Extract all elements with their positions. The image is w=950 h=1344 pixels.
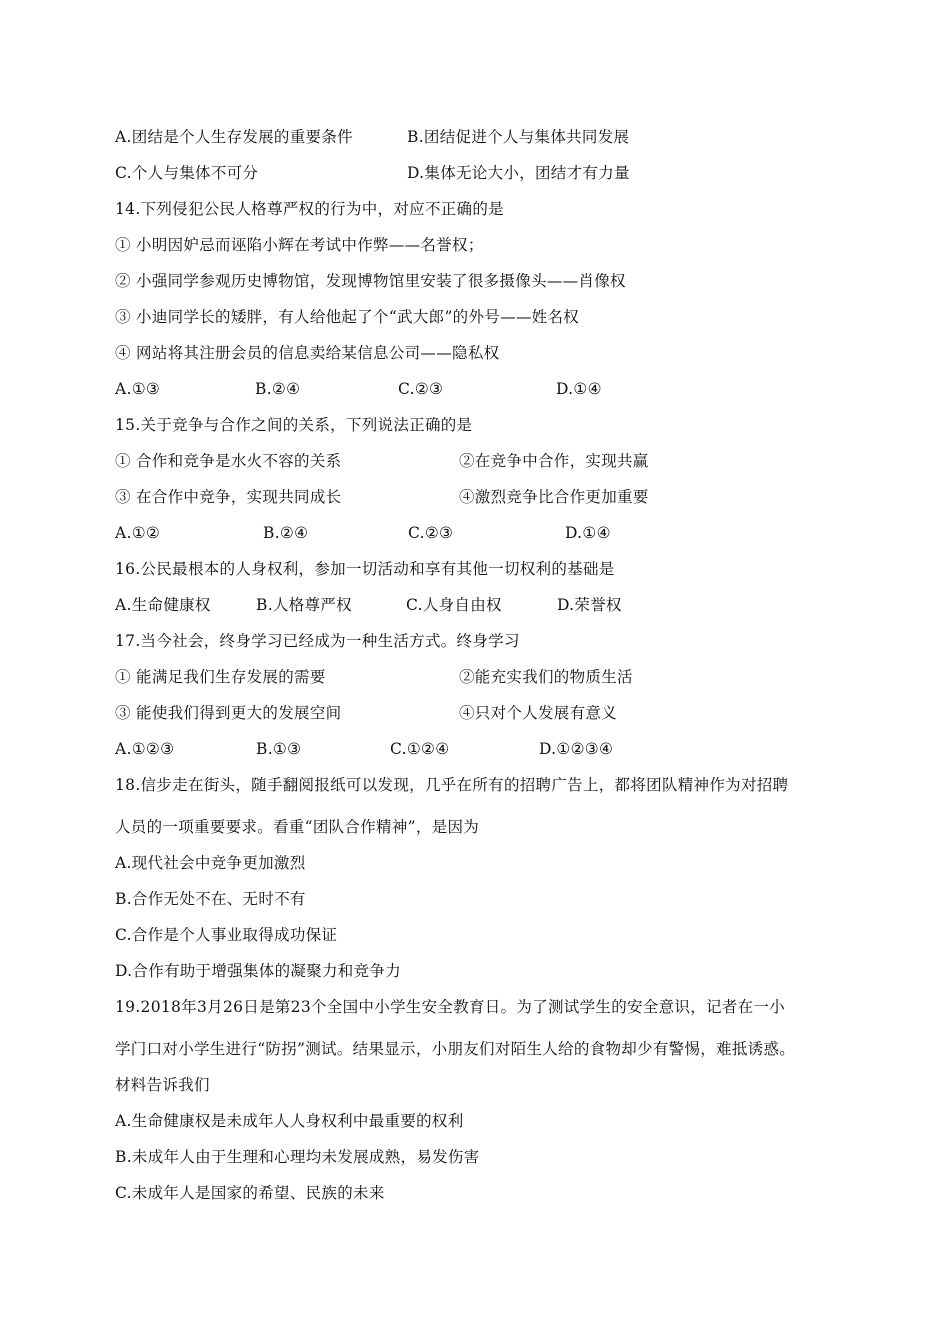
option-item: B.团结促进个人与集体共同发展 xyxy=(407,128,630,146)
text-line: 学门口对小学生进行“防拐”测试。结果显示，小朋友们对陌生人给的食物却少有警惕，难抵诱惑。 xyxy=(115,1040,796,1058)
option-item: B.①③ xyxy=(256,740,302,758)
option-item: D.①④ xyxy=(565,524,611,542)
option-item: C.个人与集体不可分 xyxy=(115,164,259,182)
text-line: 18.信步走在街头，随手翻阅报纸可以发现，几乎在所有的招聘广告上，都将团队精神作为对招聘 xyxy=(115,776,789,794)
option-item: B.②④ xyxy=(255,380,301,398)
option-item: ②在竞争中合作，实现共赢 xyxy=(459,452,649,470)
text-line: 15.关于竞争与合作之间的关系，下列说法正确的是 xyxy=(115,416,473,434)
text-line: A.现代社会中竞争更加激烈 xyxy=(115,854,306,872)
text-line: B.未成年人由于生理和心理均未发展成熟，易发伤害 xyxy=(115,1148,480,1166)
text-line: A.生命健康权是未成年人人身权利中最重要的权利 xyxy=(115,1112,464,1130)
text-line: 人员的一项重要要求。看重“团队合作精神”，是因为 xyxy=(115,818,480,836)
text-line: B.合作无处不在、无时不有 xyxy=(115,890,306,908)
option-item: ④激烈竞争比合作更加重要 xyxy=(459,488,649,506)
option-item: A.团结是个人生存发展的重要条件 xyxy=(115,128,353,146)
option-item: A.生命健康权 xyxy=(115,596,211,614)
option-item: A.①② xyxy=(115,524,161,542)
option-item: B.②④ xyxy=(263,524,309,542)
option-item: D.①④ xyxy=(556,380,602,398)
option-item: D.荣誉权 xyxy=(557,596,622,614)
text-line: 14.下列侵犯公民人格尊严权的行为中，对应不正确的是 xyxy=(115,200,504,218)
option-item: B.人格尊严权 xyxy=(256,596,352,614)
option-item: C.①②④ xyxy=(390,740,450,758)
option-item: C.②③ xyxy=(408,524,454,542)
option-item: A.①③ xyxy=(115,380,161,398)
text-line: C.未成年人是国家的希望、民族的未来 xyxy=(115,1184,385,1202)
option-item: ① 能满足我们生存发展的需要 xyxy=(115,668,326,686)
option-item: D.①②③④ xyxy=(539,740,614,758)
option-item: ②能充实我们的物质生活 xyxy=(459,668,633,686)
text-line: 16.公民最根本的人身权利，参加一切活动和享有其他一切权利的基础是 xyxy=(115,560,615,578)
text-line: ② 小强同学参观历史博物馆，发现博物馆里安装了很多摄像头——肖像权 xyxy=(115,272,626,290)
text-line: 材料告诉我们 xyxy=(115,1076,210,1094)
option-item: D.集体无论大小，团结才有力量 xyxy=(407,164,630,182)
option-item: ① 合作和竞争是水火不容的关系 xyxy=(115,452,342,470)
option-item: C.人身自由权 xyxy=(406,596,502,614)
text-line: ④ 网站将其注册会员的信息卖给某信息公司——隐私权 xyxy=(115,344,500,362)
option-item: ④只对个人发展有意义 xyxy=(459,704,618,722)
option-item: A.①②③ xyxy=(115,740,175,758)
text-line: C.合作是个人事业取得成功保证 xyxy=(115,926,338,944)
text-line: ① 小明因妒忌而诬陷小辉在考试中作弊——名誉权； xyxy=(115,236,484,254)
option-item: ③ 能使我们得到更大的发展空间 xyxy=(115,704,342,722)
text-line: ③ 小迪同学长的矮胖，有人给他起了个“武大郎”的外号——姓名权 xyxy=(115,308,580,326)
text-line: 17.当今社会，终身学习已经成为一种生活方式。终身学习 xyxy=(115,632,520,650)
text-line: D.合作有助于增强集体的凝聚力和竞争力 xyxy=(115,962,402,980)
option-item: C.②③ xyxy=(398,380,444,398)
text-line: 19.2018年3月26日是第23个全国中小学生安全教育日。为了测试学生的安全意识，记者在一小 xyxy=(115,998,786,1016)
option-item: ③ 在合作中竞争，实现共同成长 xyxy=(115,488,342,506)
